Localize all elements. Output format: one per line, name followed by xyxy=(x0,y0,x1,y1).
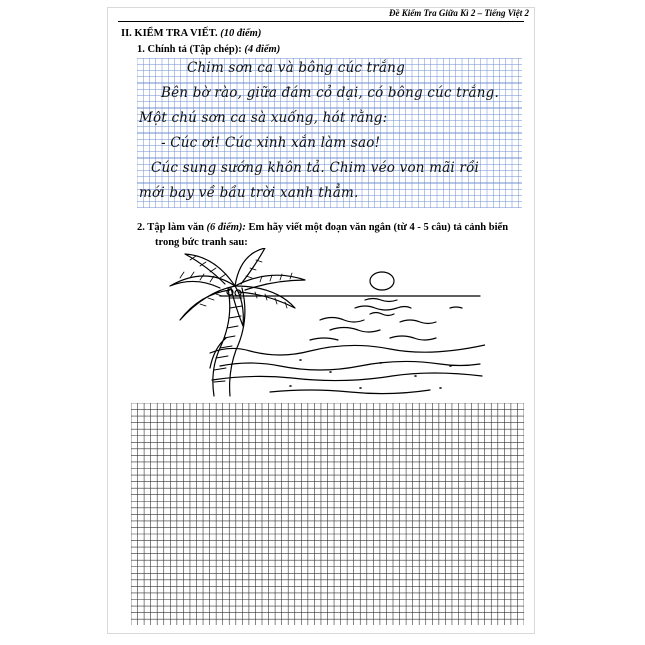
passage-line-6: mới bay về bầu trời xanh thẳm. xyxy=(139,185,359,201)
writing-grid xyxy=(131,403,524,625)
wave-ripple xyxy=(450,307,462,308)
dictation-heading xyxy=(137,44,280,55)
wave-ripple xyxy=(320,318,364,323)
shoreline-wave xyxy=(220,361,480,370)
wave-ripple xyxy=(370,313,394,316)
beach-picture xyxy=(150,248,485,400)
passage-line-2: Bên bờ rào, giữa đám cỏ dại, có bông cúc trắng. xyxy=(161,85,499,101)
header-divider xyxy=(118,21,524,22)
shoreline-wave xyxy=(210,345,485,355)
handwriting-grid xyxy=(137,58,522,208)
section-score: (10 điểm) xyxy=(220,28,262,39)
composition-heading xyxy=(137,220,527,250)
wave-ripple xyxy=(365,299,397,302)
passage-line-4: - Cúc ơi! Cúc xinh xắn làm sao! xyxy=(161,135,381,151)
writing-grid-lines xyxy=(131,403,524,625)
composition-prompt: Em hãy viết một đoạn văn ngắn (từ 4 - 5 câu) tả cảnh biển xyxy=(248,222,509,233)
wave-ripple xyxy=(400,320,436,324)
wave-ripple xyxy=(310,338,338,340)
passage-line-3: Một chú sơn ca sà xuống, hót rằng: xyxy=(139,110,388,126)
passage-line-5: Cúc sung sướng khôn tả. Chim véo von mãi rồi xyxy=(151,160,480,176)
dictation-score: (4 điểm) xyxy=(244,44,281,55)
section-title xyxy=(121,28,261,39)
header-title: Đề Kiểm Tra Giữa Kì 2 – Tiếng Việt 2 xyxy=(389,8,529,18)
section-title-text: II. KIỂM TRA VIẾT. xyxy=(121,28,218,39)
shoreline-wave xyxy=(212,373,482,381)
shoreline-wave xyxy=(270,390,430,394)
composition-score: (6 điểm): xyxy=(206,222,246,233)
wave-ripple xyxy=(330,328,380,333)
sun-icon xyxy=(370,272,394,290)
passage-line-1: Chim sơn ca và bông cúc trắng xyxy=(187,60,405,76)
composition-prompt-cont: trong bức tranh sau: xyxy=(155,237,248,248)
wave-ripple xyxy=(355,306,411,310)
wave-ripple xyxy=(390,336,436,340)
composition-label: 2. Tập làm văn xyxy=(137,222,204,233)
dictation-label: 1. Chính tả (Tập chép): xyxy=(137,44,242,55)
